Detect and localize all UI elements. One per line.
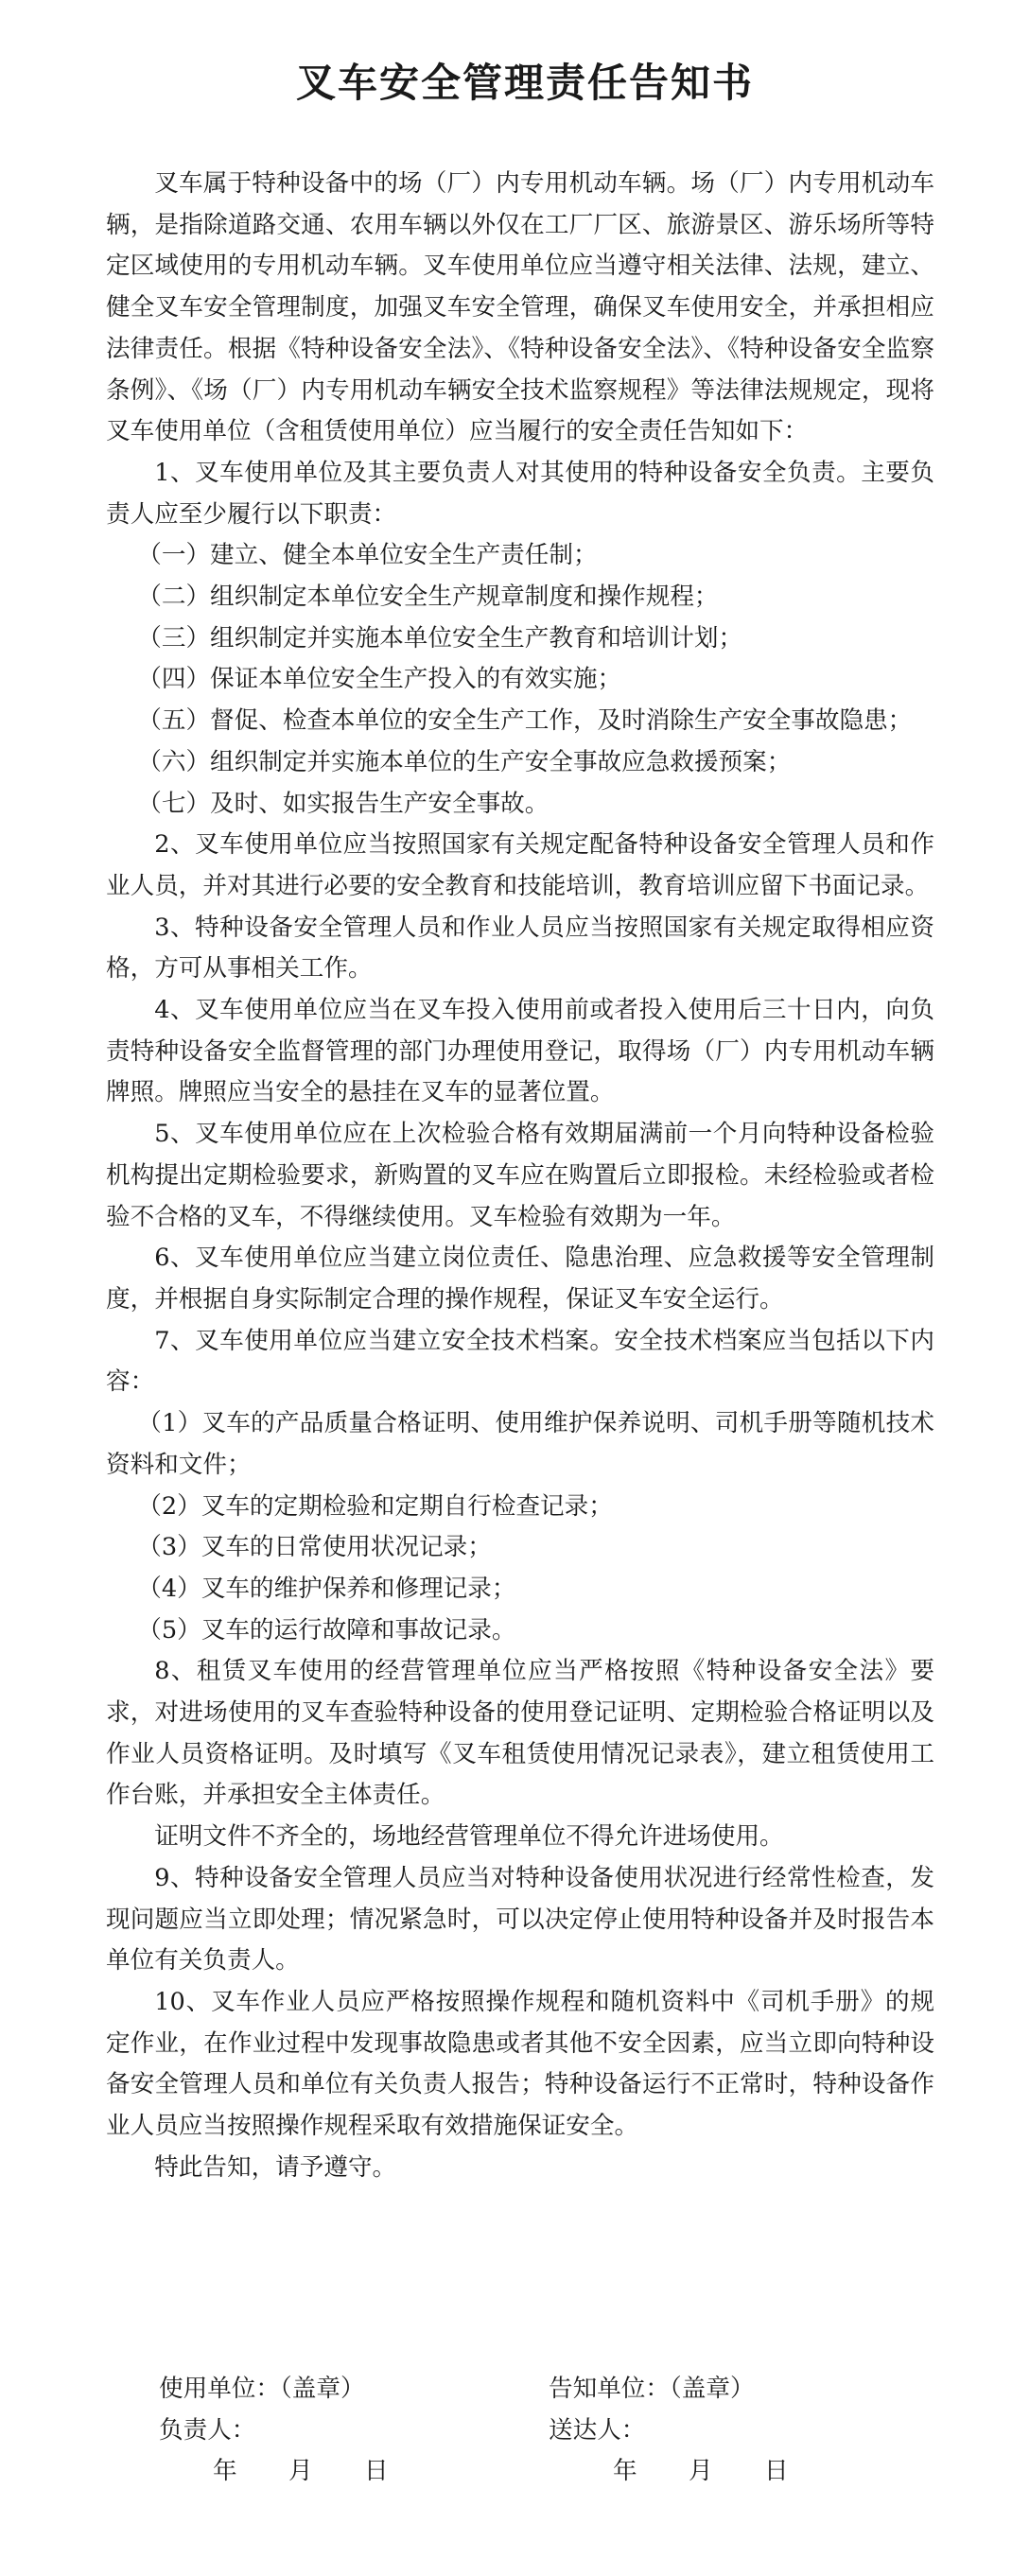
paragraph: 8、租赁叉车使用的经营管理单位应当严格按照《特种设备安全法》要求，对进场使用的叉车查验特种设备的使用登记证明、定期检验合格证明以及作业人员资格证明。及时填写《叉车租赁使用情况记录表》，建立租赁使用工作台账，并承担安全主体责任。: [106, 1657, 934, 1810]
paragraph: 3、特种设备安全管理人员和作业人员应当按照国家有关规定取得相应资格，方可从事相关工作。: [106, 913, 934, 983]
paragraph: 2、叉车使用单位应当按照国家有关规定配备特种设备安全管理人员和作业人员，并对其进行必要的安全教育和技能培训，教育培训应留下书面记录。: [106, 830, 934, 900]
paragraph: 7、叉车使用单位应当建立安全技术档案。安全技术档案应当包括以下内容：: [106, 1326, 934, 1397]
paragraph: 4、叉车使用单位应当在叉车投入使用前或者投入使用后三十日内，向负责特种设备安全监督管理的部门办理使用登记，取得场（厂）内专用机动车辆牌照。牌照应当安全的悬挂在叉车的显著位置。: [106, 996, 934, 1107]
document-body: [106, 164, 934, 2188]
sub-item: （六）组织制定并实施本单位的生产安全事故应急救援预案；: [137, 747, 792, 776]
right-day-label: 日: [764, 2457, 789, 2486]
paragraph: 9、特种设备安全管理人员应当对特种设备使用状况进行经常性检查，发现问题应当立即处理；情况紧急时，可以决定停止使用特种设备并及时报告本单位有关负责人。: [106, 1863, 934, 1976]
sub-item: （七）及时、如实报告生产安全事故。: [137, 789, 550, 818]
right-year-label: 年: [613, 2457, 637, 2486]
sub-item: （一）建立、健全本单位安全生产责任制；: [137, 541, 598, 570]
sub-item: （4）叉车的维护保养和修理记录；: [137, 1574, 516, 1603]
sub-item: （5）叉车的运行故障和事故记录。: [137, 1615, 516, 1645]
left-year-label: 年: [213, 2457, 237, 2486]
paragraph: 1、叉车使用单位及其主要负责人对其使用的特种设备安全负责。主要负责人应至少履行以下职责：: [106, 458, 934, 529]
sub-item: （2）叉车的定期检验和定期自行检查记录；: [137, 1491, 613, 1521]
user-unit-label: 使用单位：（盖章）: [159, 2375, 365, 2403]
sub-item: （五）督促、检查本单位的安全生产工作，及时消除生产安全事故隐患；: [137, 706, 913, 736]
sub-item: （二）组织制定本单位安全生产规章制度和操作规程；: [137, 583, 719, 612]
signature-row-persons: [0, 2411, 1012, 2452]
paragraph: 6、叉车使用单位应当建立岗位责任、隐患治理、应急救援等安全管理制度，并根据自身实际制定合理的操作规程，保证叉车安全运行。: [106, 1244, 934, 1314]
right-date: [613, 2451, 840, 2493]
left-day-label: 日: [364, 2457, 389, 2486]
document-title: 叉车安全管理责任告知书: [295, 60, 754, 106]
notify-unit-label: 告知单位：（盖章）: [549, 2375, 755, 2403]
signature-block: [0, 2369, 1012, 2493]
sub-item: （三）组织制定并实施本单位安全生产教育和培训计划；: [137, 623, 743, 653]
sub-item: （1）叉车的产品质量合格证明、使用维护保养说明、司机手册等随机技术资料和文件；: [106, 1409, 934, 1479]
left-month-label: 月: [288, 2457, 313, 2486]
signature-row-units: [0, 2369, 1012, 2411]
sub-item: （3）叉车的日常使用状况记录；: [137, 1533, 492, 1562]
paragraph: 10、叉车作业人员应严格按照操作规程和随机资料中《司机手册》的规定作业，在作业过程中发现事故隐患或者其他不安全因素，应当立即向特种设备安全管理人员和单位有关负责人报告；特种设备运行不正常时，特种设备作业人员应当按照操作规程采取有效措施保证安全。: [106, 1987, 934, 2141]
paragraph: 特此告知，请予遵守。: [154, 2152, 397, 2182]
right-month-label: 月: [689, 2457, 713, 2486]
left-date: [213, 2451, 440, 2493]
paragraph: 叉车属于特种设备中的场（厂）内专用机动车辆。场（厂）内专用机动车辆，是指除道路交通、农用车辆以外仅在工厂厂区、旅游景区、游乐场所等特定区域使用的专用机动车辆。叉车使用单位应当遵守相关法律、法规，建立、健全叉车安全管理制度，加强叉车安全管理，确保叉车使用安全，并承担相应法律责任。根据《特种设备安全法》、《特种设备安全法》、《特种设备安全监察条例》、《场（厂）内专用机动车辆安全技术监察规程》等法律法规规定，现将叉车使用单位（含租赁使用单位）应当履行的安全责任告知如下：: [106, 169, 934, 446]
paragraph: 5、叉车使用单位应在上次检验合格有效期届满前一个月向特种设备检验机构提出定期检验要求，新购置的叉车应在购置后立即报检。未经检验或者检验不合格的叉车，不得继续使用。叉车检验有效期为一年。: [106, 1120, 934, 1231]
sub-item: （四）保证本单位安全生产投入的有效实施；: [137, 665, 622, 694]
deliverer-label: 送达人：: [549, 2415, 646, 2445]
signature-row-dates: [0, 2451, 1012, 2493]
paragraph: 证明文件不齐全的，场地经营管理单位不得允许进场使用。: [154, 1822, 784, 1852]
responsible-label: 负责人：: [159, 2415, 256, 2445]
